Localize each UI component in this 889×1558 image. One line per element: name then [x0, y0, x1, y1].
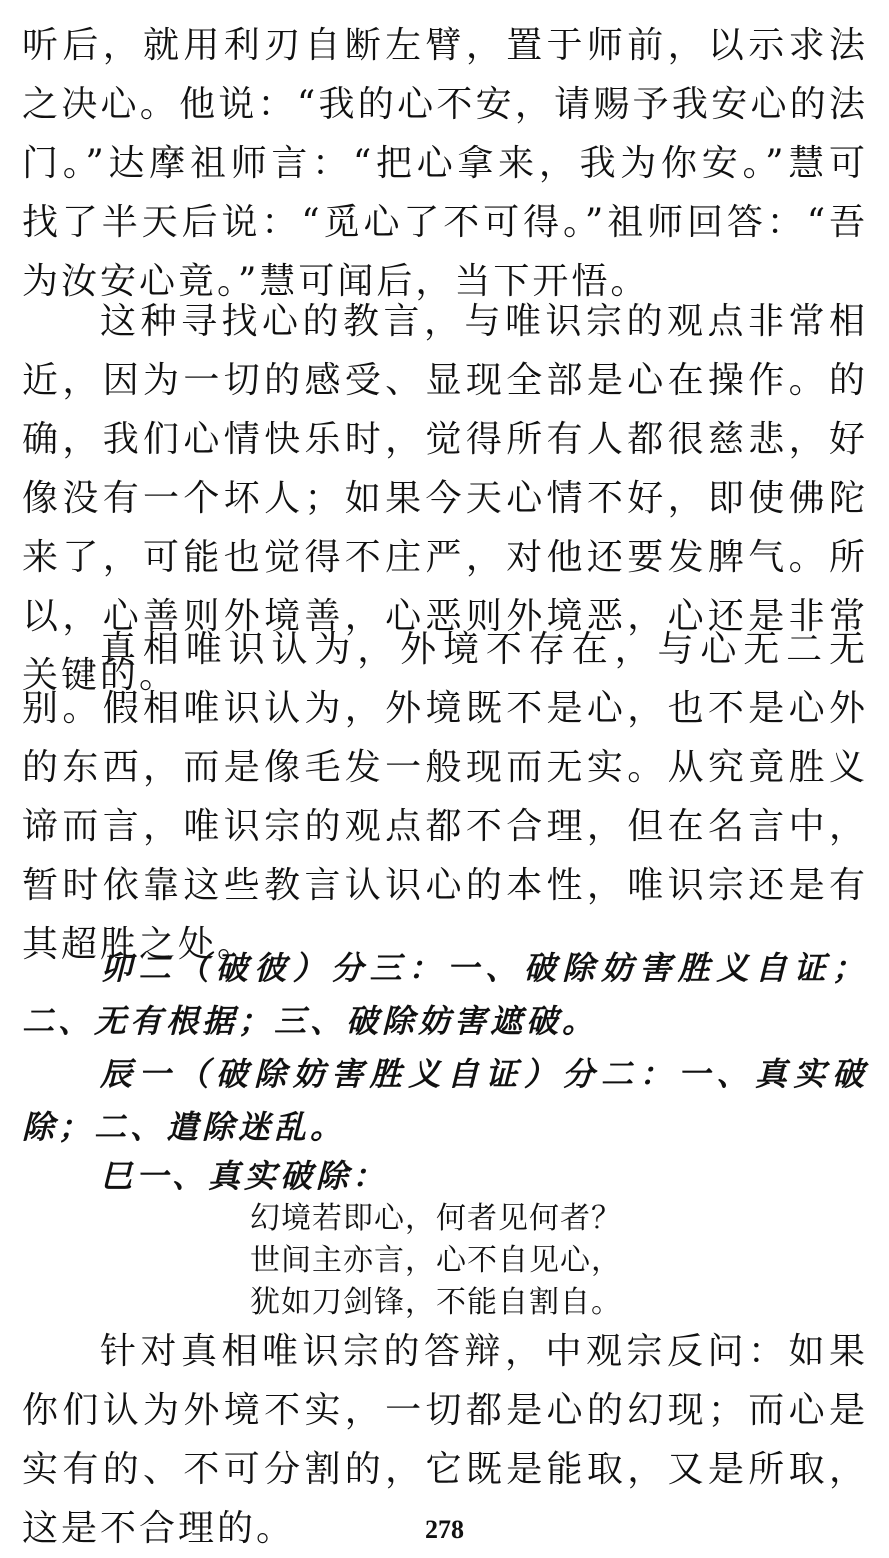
verse-line: 犹如刀剑锋，不能自割自。 [250, 1285, 622, 1320]
page-number: 278 [425, 1515, 464, 1544]
section-heading-chen-yi: 辰一（破除妨害胜义自证）分二：一、真实破除；二、遣除迷乱。 [22, 1055, 868, 1146]
verse-line: 幻境若即心，何者见何者？ [250, 1201, 622, 1236]
root-verse [250, 1198, 810, 1324]
section-heading-mao-er: 卯二（破彼）分三：一、破除妨害胜义自证；二、无有根据；三、破除妨害遮破。 [22, 949, 868, 1040]
paragraph-cittamatra-views: 真相唯识认为，外境不存在，与心无二无别。假相唯识认为，外境既不是心，也不是心外的东西，而是像毛发一般现而无实。从究竟胜义谛而言，唯识宗的观点都不合理，但在名言中，暂时依靠这些教言认识心的本性，唯识宗还是有其超胜之处。 [22, 629, 868, 965]
verse-line: 世间主亦言，心不自见心， [250, 1243, 622, 1278]
paragraph-huike-story: 听后，就用利刃自断左臂，置于师前，以示求法之决心。他说：“我的心不安，请赐予我安心的法门。”达摩祖师言：“把心拿来，我为你安。”慧可找了半天后说：“觅心了不可得。”祖师回答：“吾为汝安心竟。”慧可闻后，当下开悟。 [22, 25, 868, 302]
section-heading-si-yi: 巳一、真实破除： [100, 1157, 389, 1195]
paragraph-madhyamaka-rebuttal: 针对真相唯识宗的答辩，中观宗反问：如果你们认为外境不实，一切都是心的幻现；而心是实有的、不可分割的，它既是能取，又是所取，这是不合理的。 [22, 1331, 868, 1549]
paragraph-mind-teaching: 这种寻找心的教言，与唯识宗的观点非常相近，因为一切的感受、显现全部是心在操作。的确，我们心情快乐时，觉得所有人都很慈悲，好像没有一个坏人；如果今天心情不好，即使佛陀来了，可能也觉得不庄严，对他还要发脾气。所以，心善则外境善，心恶则外境恶，心还是非常关键的。 [22, 301, 868, 696]
